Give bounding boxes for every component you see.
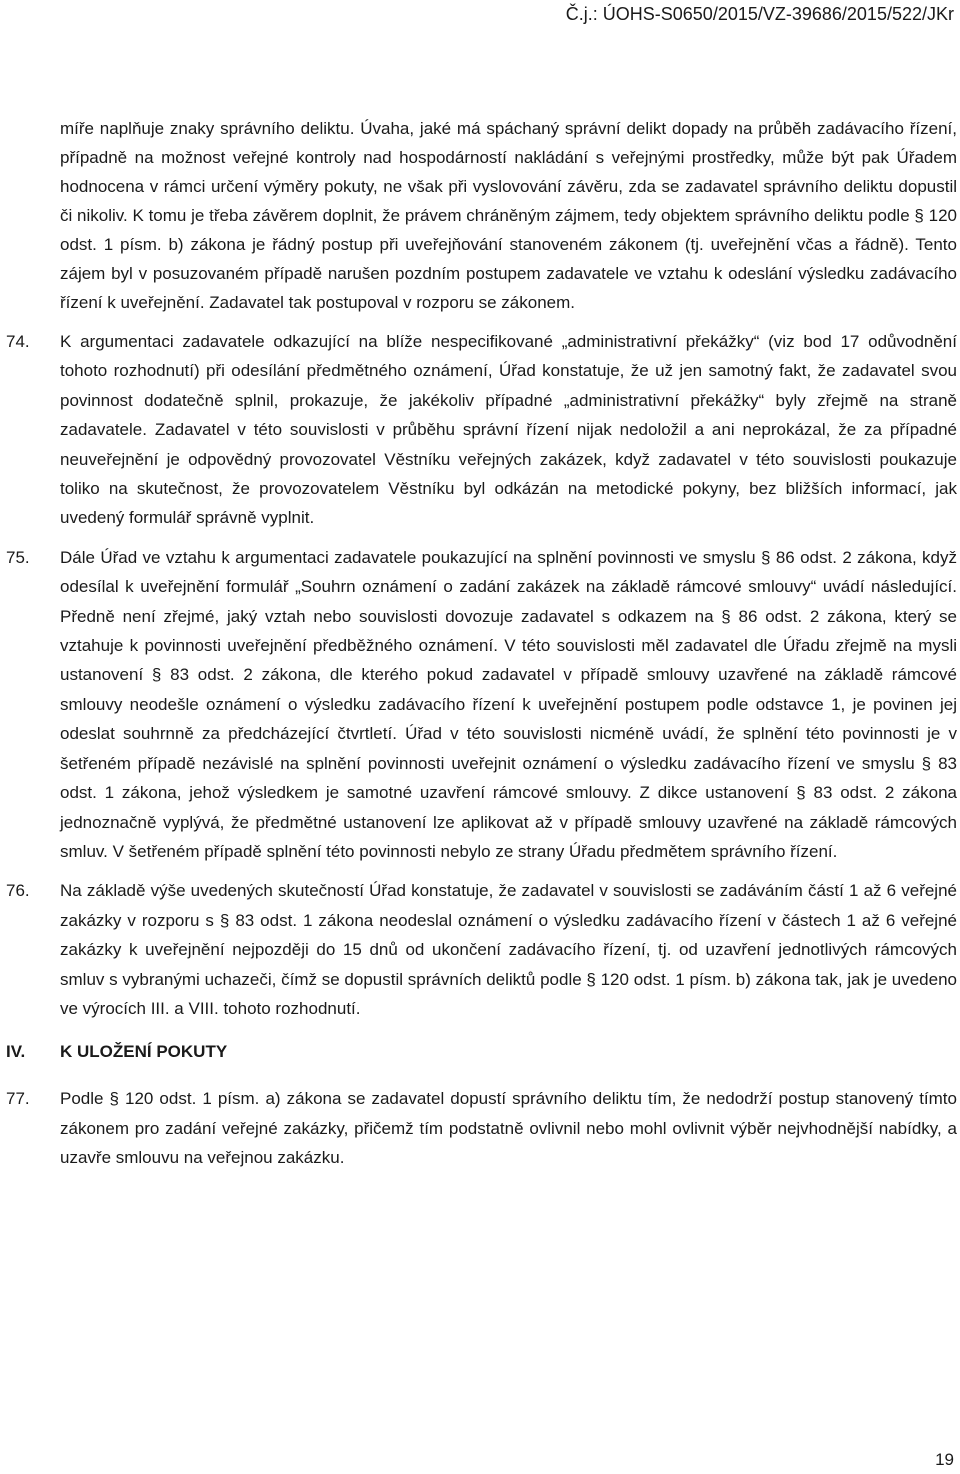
- paragraph-75: [6, 543, 957, 866]
- paragraph-number: 75.: [6, 547, 30, 567]
- paragraph-number: 77.: [6, 1089, 30, 1109]
- paragraph-text: K argumentaci zadavatele odkazující na blíže nespecifikované „administrativní překážky“ (viz bod 17 odůvodnění tohoto rozhodnutí) při odesílání předmětného oznámení, Úřad konstatuje, že už jen samotný fakt, že zadavatel svou povinnost dodatečně splnil, prokazuje, že jakékoliv případné „administrativní překážky“ byly zřejmě na straně zadavatele. Zadavatel v této souvislosti v průběhu správní řízení nijak nedoložil a ani neprokázal, že za případné neuveřejnění je odpovědný provozovatel Věstníku veřejných zakázek, když zadavatel v této souvislosti poukazuje toliko na skutečnost, že provozovatelem Věstníku byl odkázán na metodické pokyny, bez bližších informací, jak uvedený formulář správně vyplnit.: [60, 332, 957, 528]
- case-reference: Č.j.: ÚOHS-S0650/2015/VZ-39686/2015/522/JKr: [565, 4, 954, 24]
- document-body: [6, 114, 957, 1183]
- section-number: IV.: [6, 1042, 26, 1062]
- section-heading: [6, 1037, 957, 1066]
- section-title: K ULOŽENÍ POKUTY: [60, 1042, 228, 1062]
- paragraph-76: [6, 876, 957, 1023]
- paragraph-text: Na základě výše uvedených skutečností Úřad konstatuje, že zadavatel v souvislosti se zadáváním částí 1 až 6 veřejné zakázky v rozporu s § 83 odst. 1 zákona neodeslal oznámení o výsledku zadávacího řízení v částech 1 až 6 veřejné zakázky k uveřejnění nejpozději do 15 dnů od ukončení zadávacího řízení, tj. od uzavření jednotlivých rámcových smluv s vybranými uchazeči, čímž se dopustil správních deliktů podle § 120 odst. 1 písm. b) zákona tak, jak je uvedeno ve výrocích III. a VIII. tohoto rozhodnutí.: [60, 881, 957, 1018]
- paragraph-number: 74.: [6, 332, 30, 351]
- paragraph-77: [6, 1084, 957, 1172]
- intro-paragraph: míře naplňuje znaky správního deliktu. Úvaha, jaké má spáchaný správní delikt dopady na průběh zadávacího řízení, případně na možnost veřejné kontroly nad hospodárností nakládání s veřejnými prostředky, může být pak Úřadem hodnocena v rámci určení výměry pokuty, ne však při vyslovování závěru, zda se zadavatel správního deliktu dopustil či nikoliv. K tomu je třeba závěrem doplnit, že právem chráněným zájmem, tedy objektem správního deliktu podle § 120 odst. 1 písm. b) zákona je řádný postup při uveřejňování stanoveném zákonem (tj. uveřejnění včas a řádně). Tento zájem byl v posuzovaném případě narušen pozdním postupem zadavatele ve vztahu k odeslání výsledku zadávacího řízení k uveřejnění. Zadavatel tak postupoval v rozporu se zákonem.: [60, 119, 957, 312]
- paragraph-74: [6, 327, 957, 533]
- paragraph-number: 76.: [6, 881, 30, 901]
- page-number: 19: [935, 1450, 954, 1469]
- paragraph-text: Dále Úřad ve vztahu k argumentaci zadavatele poukazující na splnění povinnosti ve smyslu § 86 odst. 2 zákona, když odesílal k uveřejnění formulář „Souhrn oznámení o zadání zakázek na základě rámcové smlouvy“ uvádí následující. Předně není zřejmé, jaký vztah nebo souvislosti dovozuje zadavatel s odkazem na § 86 odst. 2 zákona, který se vztahuje k povinnosti uveřejnění předběžného oznámení. V této souvislosti měl zadavatel dle Úřadu zřejmě na mysli ustanovení § 83 odst. 2 zákona, dle kterého pokud zadavatel v případě smlouvy uzavřené na základě rámcové smlouvy neodešle oznámení o výsledku zadávacího řízení k uveřejnění postupem podle odstavce 1, je povinen jej odeslat souhrnně za předcházející čtvrtletí. Úřad v této souvislosti nicméně uvádí, že splnění této povinnosti je v šetřeném případě nezávislé na splnění povinnosti uveřejnit oznámení o výsledku zadávacího řízení ve smyslu § 83 odst. 1 zákona, jehož výsledkem je samotné uzavření rámcové smlouvy. Z dikce ustanovení § 83 odst. 2 zákona jednoznačně vyplývá, že předmětné ustanovení lze aplikovat až v případě smlouvy uzavřené na základě rámcových smluv. V šetřeném případě splnění této povinnosti nebylo ze strany Úřadu předmětem správního řízení.: [60, 547, 957, 861]
- paragraph-text: Podle § 120 odst. 1 písm. a) zákona se zadavatel dopustí správního deliktu tím, že nedodrží postup stanovený tímto zákonem pro zadání veřejné zakázky, přičemž tím podstatně ovlivnil nebo mohl ovlivnit výběr nejvhodnější nabídky, a uzavře smlouvu na veřejnou zakázku.: [60, 1089, 957, 1168]
